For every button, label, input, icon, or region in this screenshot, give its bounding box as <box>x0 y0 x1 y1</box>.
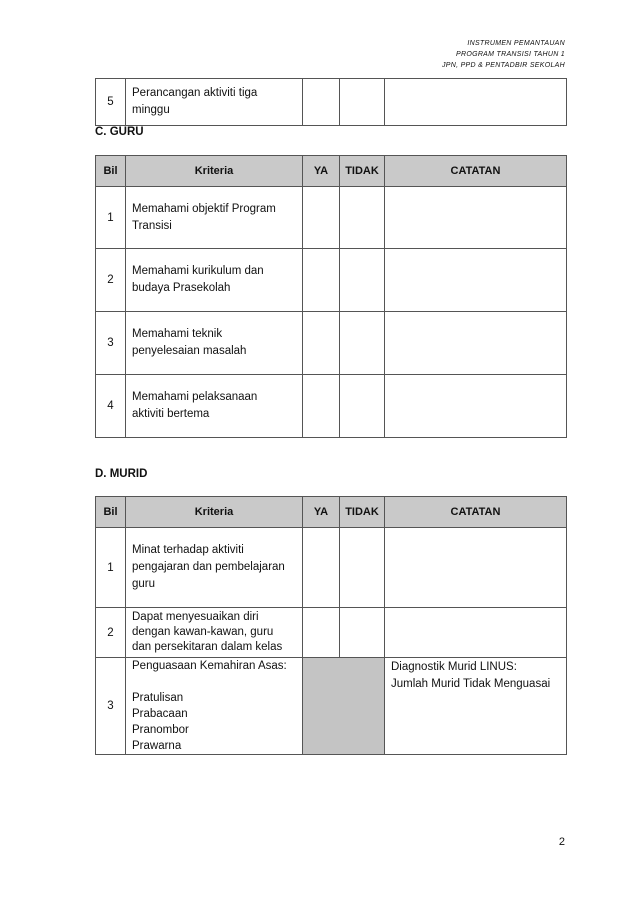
kriteria-line: Pratulisan <box>132 692 184 704</box>
kriteria-line: Memahami kurikulum dan <box>132 265 264 277</box>
catatan-cell[interactable] <box>385 658 567 755</box>
table-row <box>96 375 567 438</box>
row-kriteria <box>126 187 303 249</box>
row-kriteria <box>126 375 303 438</box>
table-header-row <box>96 156 567 187</box>
row-kriteria <box>126 312 303 375</box>
ya-cell[interactable] <box>303 608 340 658</box>
kriteria-line: Dapat menyesuaikan diri <box>132 611 259 623</box>
header-ya: YA <box>303 497 340 528</box>
tidak-cell[interactable] <box>340 187 385 249</box>
table-murid <box>95 496 567 755</box>
row-bil: 1 <box>96 528 126 608</box>
row-bil: 1 <box>96 187 126 249</box>
header-line-3: JPN, PPD & PENTADBIR SEKOLAH <box>441 62 565 69</box>
row-bil: 4 <box>96 375 126 438</box>
kriteria-line: Pranombor <box>132 724 189 736</box>
header-bil: Bil <box>96 156 126 187</box>
row-bil: 2 <box>96 249 126 312</box>
header-ya: YA <box>303 156 340 187</box>
kriteria-line: minggu <box>132 104 170 116</box>
table-header-row <box>96 497 567 528</box>
table-row <box>96 658 567 755</box>
row-bil: 3 <box>96 658 126 755</box>
kriteria-line: Memahami teknik <box>132 328 223 340</box>
table-guru <box>95 155 567 438</box>
header-catatan: CATATAN <box>385 497 567 528</box>
row-bil: 3 <box>96 312 126 375</box>
kriteria-spacer <box>132 674 298 690</box>
catatan-line: Diagnostik Murid LINUS: <box>391 661 517 673</box>
row-kriteria <box>126 249 303 312</box>
ya-tidak-shaded-cell <box>303 658 385 755</box>
catatan-line: Jumlah Murid Tidak Menguasai <box>391 678 551 690</box>
tidak-cell[interactable] <box>340 79 385 126</box>
kriteria-line: pengajaran dan pembelajaran <box>132 561 285 573</box>
table-continuation <box>95 78 567 126</box>
table-row <box>96 312 567 375</box>
kriteria-line: Prabacaan <box>132 708 188 720</box>
catatan-cell[interactable] <box>385 249 567 312</box>
catatan-cell[interactable] <box>385 375 567 438</box>
ya-cell[interactable] <box>303 249 340 312</box>
ya-cell[interactable] <box>303 187 340 249</box>
kriteria-line: penyelesaian masalah <box>132 345 247 357</box>
kriteria-line: Perancangan aktiviti tiga <box>132 87 258 99</box>
catatan-cell[interactable] <box>385 187 567 249</box>
table-row <box>96 608 567 658</box>
kriteria-line: budaya Prasekolah <box>132 282 231 294</box>
tidak-cell[interactable] <box>340 249 385 312</box>
row-kriteria <box>126 79 303 126</box>
kriteria-line: Minat terhadap aktiviti <box>132 544 244 556</box>
header-bil: Bil <box>96 497 126 528</box>
kriteria-line: Transisi <box>132 219 172 232</box>
header-tidak: TIDAK <box>340 497 385 528</box>
table-row <box>96 249 567 312</box>
catatan-cell[interactable] <box>385 312 567 375</box>
tidak-cell[interactable] <box>340 528 385 608</box>
row-kriteria <box>126 658 303 755</box>
table-row <box>96 528 567 608</box>
table-row <box>96 187 567 249</box>
kriteria-line: Prawarna <box>132 740 182 752</box>
table-row <box>96 79 567 126</box>
section-c-title: C. GURU <box>95 126 144 138</box>
row-kriteria <box>126 608 303 658</box>
header-catatan: CATATAN <box>385 156 567 187</box>
header-kriteria: Kriteria <box>126 497 303 528</box>
header-tidak: TIDAK <box>340 156 385 187</box>
catatan-cell[interactable] <box>385 608 567 658</box>
kriteria-line: dan persekitaran dalam kelas <box>132 641 283 653</box>
row-bil: 2 <box>96 608 126 658</box>
page-number: 2 <box>558 836 565 848</box>
catatan-cell[interactable] <box>385 79 567 126</box>
kriteria-line: Memahami objektif Program <box>132 202 276 215</box>
row-bil: 5 <box>96 79 126 126</box>
header-kriteria: Kriteria <box>126 156 303 187</box>
kriteria-line: Penguasaan Kemahiran Asas: <box>132 660 287 672</box>
ya-cell[interactable] <box>303 79 340 126</box>
kriteria-line: dengan kawan-kawan, guru <box>132 626 274 638</box>
ya-cell[interactable] <box>303 528 340 608</box>
document-header <box>442 38 565 71</box>
row-kriteria <box>126 528 303 608</box>
ya-cell[interactable] <box>303 312 340 375</box>
kriteria-line: guru <box>132 578 156 590</box>
tidak-cell[interactable] <box>340 608 385 658</box>
tidak-cell[interactable] <box>340 312 385 375</box>
ya-cell[interactable] <box>303 375 340 438</box>
header-line-2: PROGRAM TRANSISI TAHUN 1 <box>456 51 565 58</box>
catatan-cell[interactable] <box>385 528 567 608</box>
tidak-cell[interactable] <box>340 375 385 438</box>
kriteria-line: Memahami pelaksanaan <box>132 391 258 403</box>
header-line-1: INSTRUMEN PEMANTAUAN <box>467 40 565 47</box>
kriteria-line: aktiviti bertema <box>132 408 210 420</box>
section-d-title: D. MURID <box>95 468 148 480</box>
